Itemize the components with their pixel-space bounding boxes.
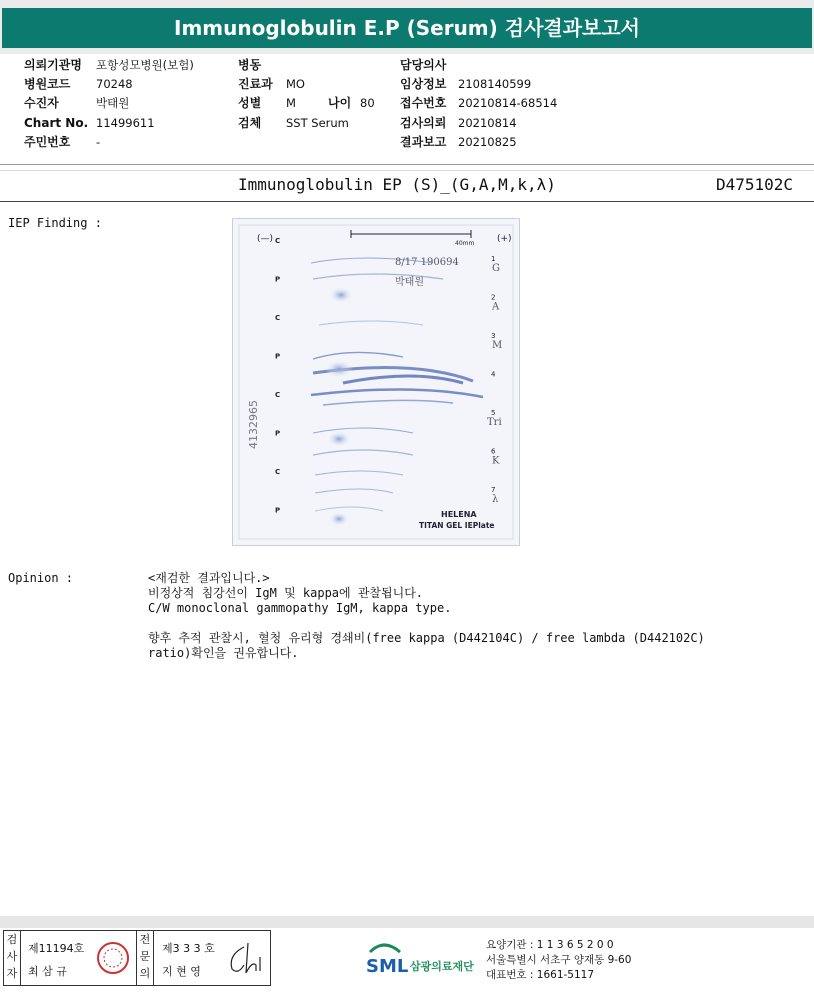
report-date-label: 결과보고 bbox=[400, 135, 447, 149]
opinion-line-5: 향후 추적 관찰시, 혈청 유리형 경쇄비(free kappa (D442104C) / free lambda (D442102C) bbox=[148, 631, 705, 645]
iep-gel-image bbox=[232, 218, 520, 546]
report-title: Immunoglobulin E.P (Serum) 검사결과보고서 bbox=[2, 8, 812, 48]
hospital-code-label: 병원코드 bbox=[24, 77, 71, 91]
resident-no-value: - bbox=[96, 135, 101, 149]
clinical-info-label: 임상정보 bbox=[400, 77, 447, 91]
side-number: 4132965 bbox=[247, 400, 260, 449]
inspector-name: 최 삼 규 bbox=[28, 965, 67, 978]
gel-brand: HELENA bbox=[441, 510, 477, 519]
inspector-label: 검 사 자 bbox=[4, 931, 21, 985]
hospital-code-value: 70248 bbox=[96, 77, 133, 91]
institution-code: 요양기관 : 1 1 3 6 5 2 0 0 bbox=[486, 939, 614, 951]
chart-no-value: 11499611 bbox=[96, 116, 155, 130]
lane-code-5: C bbox=[275, 391, 281, 399]
header-divider-2 bbox=[0, 170, 814, 171]
well-3 bbox=[327, 431, 351, 447]
lane-number-5: 5 bbox=[491, 409, 496, 417]
request-date-value: 20210814 bbox=[458, 116, 517, 130]
header-divider bbox=[0, 164, 814, 165]
well-1 bbox=[329, 287, 353, 303]
patient-value: 박태원 bbox=[96, 96, 130, 110]
footer-band bbox=[0, 916, 814, 928]
gel-plate bbox=[233, 219, 519, 545]
gel-product: TITAN GEL IEPlate bbox=[419, 521, 495, 530]
receipt-no-label: 접수번호 bbox=[400, 96, 447, 110]
inspector-seal bbox=[96, 941, 130, 975]
request-date-label: 검사의뢰 bbox=[400, 116, 447, 130]
handwritten-id: 8/17 190694 bbox=[395, 257, 459, 268]
sml-logo-mark bbox=[366, 940, 482, 980]
lane-code-8: P bbox=[275, 506, 281, 515]
test-code: D475102C bbox=[716, 175, 794, 194]
lane-number-2: 2 bbox=[491, 293, 496, 302]
scale-label: 40mm bbox=[455, 240, 475, 247]
specialist-signature bbox=[222, 935, 266, 979]
resident-no-label: 주민번호 bbox=[24, 135, 71, 149]
chart-no-label: Chart No. bbox=[24, 116, 89, 130]
institution-phone: 대표번호 : 1661-5117 bbox=[486, 969, 595, 981]
sex-label: 성별 bbox=[238, 96, 262, 110]
specimen-label: 검체 bbox=[238, 116, 262, 130]
patient-label: 수진자 bbox=[24, 96, 59, 110]
opinion-line-3: C/W monoclonal gammopathy IgM, kappa type. bbox=[148, 601, 452, 615]
lane-code-2: P bbox=[275, 275, 281, 284]
plus-marker: (+) bbox=[497, 234, 512, 244]
lane-code-6: P bbox=[275, 429, 281, 438]
age-label: 나이 bbox=[328, 96, 352, 110]
lane-number-7: 7 bbox=[491, 486, 496, 494]
institution-info bbox=[486, 938, 631, 983]
header-info bbox=[0, 56, 814, 156]
clinical-info-value: 2108140599 bbox=[458, 77, 532, 91]
age-value: 80 bbox=[360, 96, 375, 110]
lane-antiserum-5: Tri bbox=[487, 417, 502, 428]
opinion-line-1: <재검한 결과입니다.> bbox=[148, 571, 270, 585]
lane-code-3: C bbox=[275, 314, 281, 322]
doctor-label: 담당의사 bbox=[400, 58, 447, 72]
test-name: Immunoglobulin EP (S)_(G,A,M,k,λ) bbox=[238, 175, 556, 194]
institution-name: 삼광의료재단 bbox=[410, 960, 474, 973]
specialist-license: 제3 3 3 호 bbox=[162, 942, 215, 955]
specimen-value: SST Serum bbox=[286, 116, 349, 130]
department-label: 진료과 bbox=[238, 77, 273, 91]
department-value: MO bbox=[286, 77, 305, 91]
opinion-line-6: ratio)확인을 권유합니다. bbox=[148, 646, 299, 660]
title-bar bbox=[0, 0, 814, 54]
lane-number-4: 4 bbox=[491, 370, 496, 379]
lane-antiserum-1: G bbox=[492, 263, 500, 274]
hospital-value: 포항성모병원(보험) bbox=[96, 58, 194, 72]
sml-logo-text: SML bbox=[366, 956, 409, 977]
iep-finding-label: IEP Finding : bbox=[8, 216, 102, 230]
receipt-no-value: 20210814-68514 bbox=[458, 96, 558, 110]
report-date-value: 20210825 bbox=[458, 135, 517, 149]
lane-number-6: 6 bbox=[491, 447, 496, 456]
signature-box bbox=[3, 930, 271, 986]
lane-code-7: C bbox=[275, 468, 281, 476]
lane-number-1: 1 bbox=[491, 255, 496, 263]
opinion-label: Opinion : bbox=[8, 571, 74, 585]
ward-label: 병동 bbox=[238, 58, 262, 72]
sml-logo bbox=[366, 940, 482, 984]
lane-code-1: C bbox=[275, 237, 281, 245]
lane-number-3: 3 bbox=[491, 332, 496, 340]
inspector-license: 제11194호 bbox=[28, 942, 85, 955]
test-divider bbox=[0, 201, 814, 202]
well-4 bbox=[329, 512, 349, 526]
lane-antiserum-6: K bbox=[492, 455, 500, 467]
lane-antiserum-3: M bbox=[492, 340, 503, 351]
well-2 bbox=[325, 360, 353, 378]
opinion-line-2: 비정상적 침강선이 IgM 및 kappa에 관찰됩니다. bbox=[148, 586, 424, 600]
hospital-label: 의뢰기관명 bbox=[24, 58, 82, 72]
specialist-label: 전 문 의 bbox=[136, 931, 154, 985]
institution-address: 서울특별시 서초구 양재동 9-60 bbox=[486, 954, 632, 966]
lane-antiserum-7: λ bbox=[492, 494, 499, 505]
lane-code-4: P bbox=[275, 352, 281, 361]
handwritten-name: 박태원 bbox=[395, 277, 424, 288]
minus-marker: (—) bbox=[257, 234, 274, 244]
specialist-name: 지 현 영 bbox=[162, 965, 201, 978]
sex-value: M bbox=[286, 96, 296, 110]
lane-antiserum-2: A bbox=[492, 301, 500, 313]
